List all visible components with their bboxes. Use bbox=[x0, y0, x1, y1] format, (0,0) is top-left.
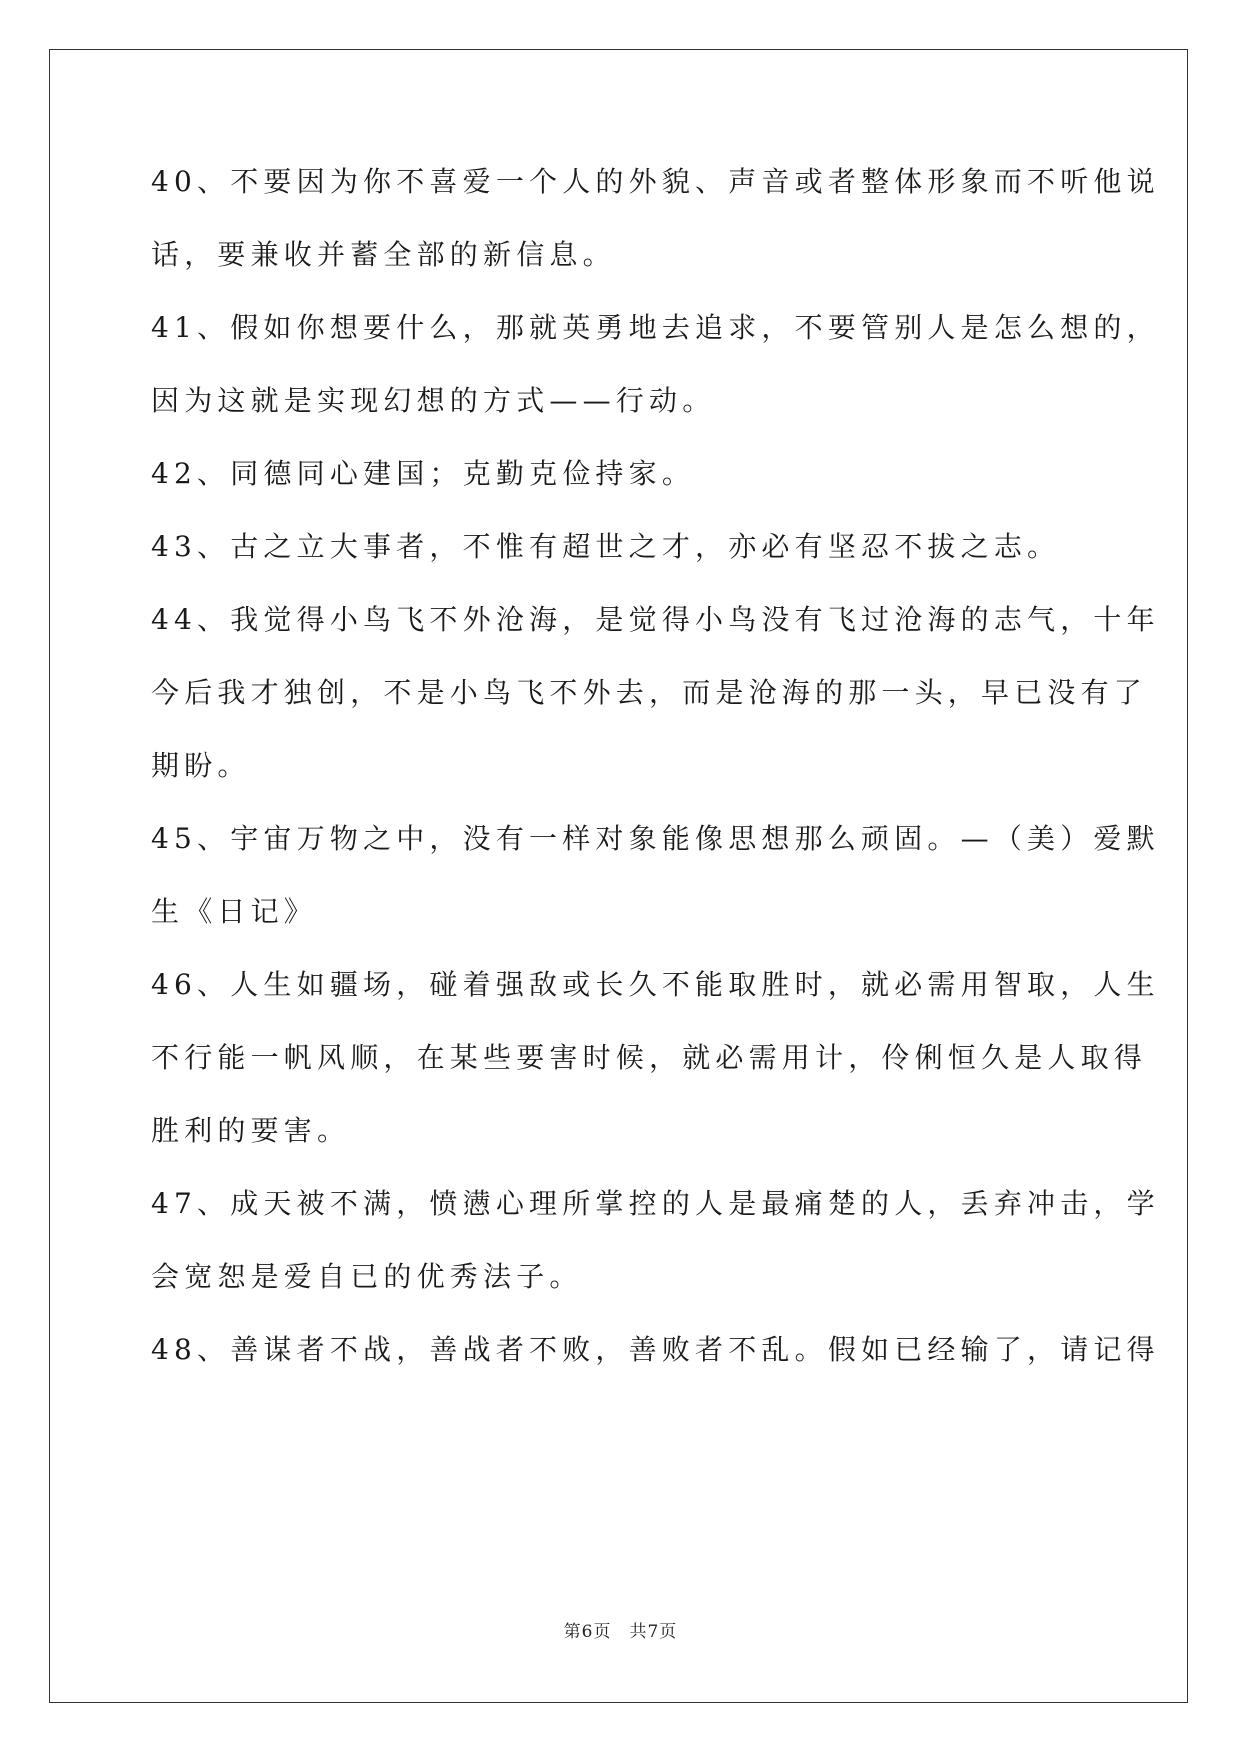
text-line: 41、假如你想要什么，那就英勇地去追求，不要管别人是怎么想的， bbox=[151, 311, 1160, 344]
text-line: 45、宇宙万物之中，没有一样对象能像思想那么顽固。—（美）爱默 bbox=[151, 822, 1160, 855]
text-line: 43、古之立大事者，不惟有超世之才，亦必有坚忍不拔之志。 bbox=[151, 530, 1061, 563]
text-line: 胜利的要害。 bbox=[151, 1114, 351, 1147]
text-line: 48、善谋者不战，善战者不败，善败者不乱。假如已经输了，请记得 bbox=[151, 1333, 1160, 1366]
text-line: 期盼。 bbox=[151, 749, 251, 782]
page-number-footer: 第6页 共7页 bbox=[563, 1622, 678, 1642]
text-line: 46、人生如疆场，碰着强敌或长久不能取胜时，就必需用智取，人生 bbox=[151, 968, 1160, 1001]
text-line: 话，要兼收并蓄全部的新信息。 bbox=[151, 238, 616, 271]
text-line: 42、同德同心建国；克勤克俭持家。 bbox=[151, 457, 696, 490]
text-line: 40、不要因为你不喜爱一个人的外貌、声音或者整体形象而不听他说 bbox=[151, 165, 1160, 198]
text-line: 44、我觉得小鸟飞不外沧海，是觉得小鸟没有飞过沧海的志气，十年 bbox=[151, 603, 1160, 636]
text-line: 今后我才独创，不是小鸟飞不外去，而是沧海的那一头，早已没有了 bbox=[151, 676, 1148, 709]
text-line: 因为这就是实现幻想的方式——行动。 bbox=[151, 384, 716, 417]
page-border bbox=[49, 49, 1188, 1703]
text-line: 47、成天被不满，愤懑心理所掌控的人是最痛楚的人，丢弃冲击，学 bbox=[151, 1187, 1160, 1220]
text-line: 会宽恕是爱自已的优秀法子。 bbox=[151, 1260, 583, 1293]
text-line: 不行能一帆风顺，在某些要害时候，就必需用计，伶俐恒久是人取得 bbox=[151, 1041, 1148, 1074]
text-line: 生《日记》 bbox=[151, 895, 318, 928]
